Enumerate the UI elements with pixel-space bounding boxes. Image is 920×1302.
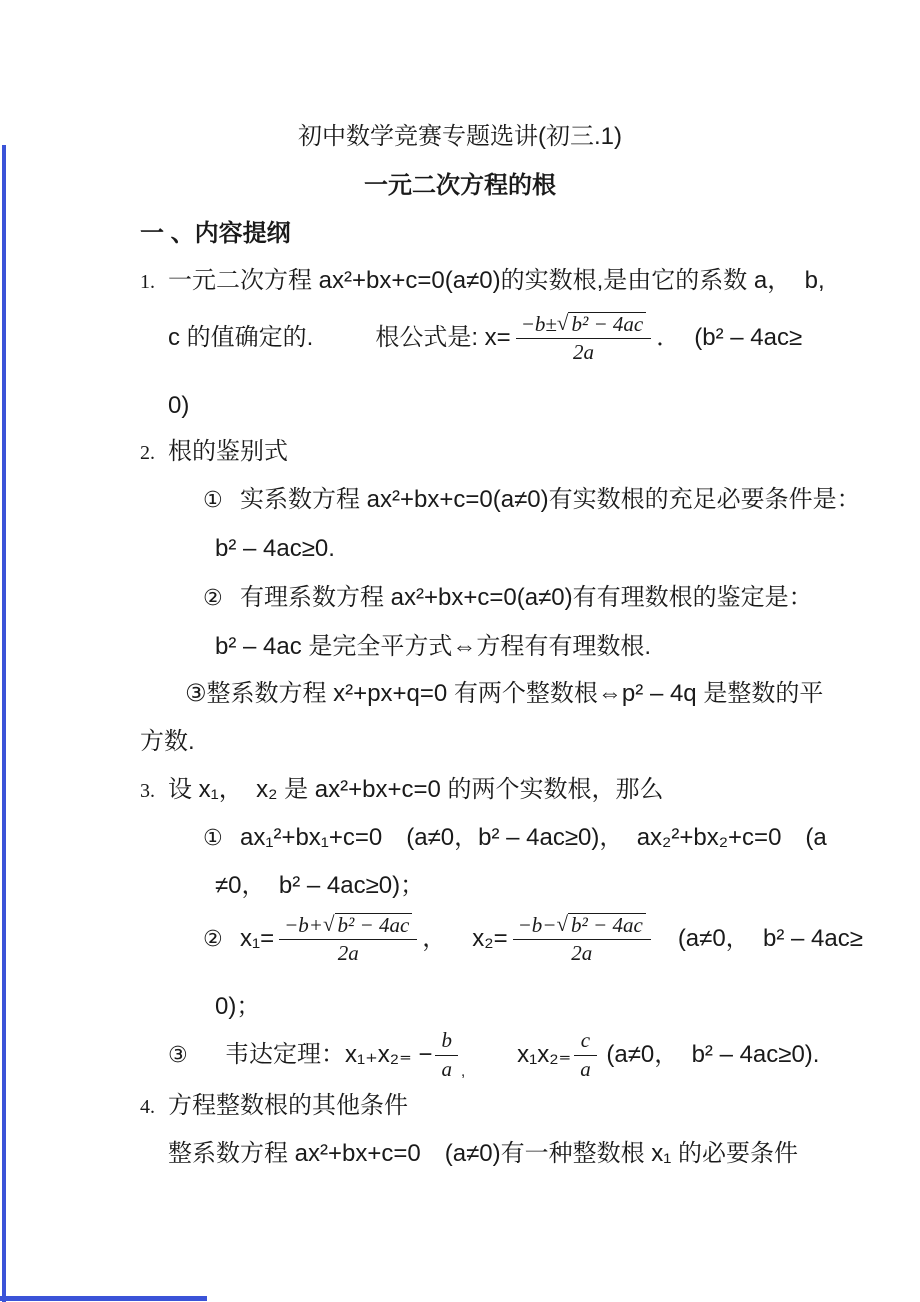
- sqrt-content: b² − 4ac: [568, 312, 646, 336]
- item3-sub3-vieta: [168, 1030, 819, 1080]
- item3-sub1: [203, 824, 827, 852]
- x2-numerator-prefix: −b−: [517, 912, 557, 937]
- circled-1-marker: ①: [203, 487, 223, 512]
- circled-2-marker: ②: [203, 926, 223, 952]
- sqrt-expression: [557, 312, 646, 336]
- item3-sub1-cont: ≠0， b² – 4ac≥0)；: [215, 872, 425, 899]
- item2-title-line: [140, 438, 288, 466]
- formula-numerator-prefix: −b±: [520, 311, 557, 336]
- x1-denominator: 2a: [279, 939, 417, 965]
- item4-body: 整系数方程 ax²+bx+c=0 (a≠0)有一种整数根 x₁ 的必要条件: [168, 1140, 799, 1167]
- sqrt-content: b² − 4ac: [568, 913, 646, 937]
- fraction-separator-comma: ，: [422, 925, 447, 953]
- formula-denominator: 2a: [516, 338, 652, 364]
- vieta-sum-fraction: [435, 1029, 458, 1080]
- item4-number: 4.: [140, 1096, 155, 1118]
- item3-number: 3.: [140, 780, 155, 802]
- vieta-sum-sign: −: [418, 1041, 433, 1069]
- item2-sub1-text: 实系数方程 ax²+bx+c=0(a≠0)有实数根的充足必要条件是：: [240, 486, 861, 513]
- item3-sub1-text: ax₁²+bx₁+c=0 (a≠0，b² – 4ac≥0)， ax₂²+bx₂+c=0 (a: [240, 824, 827, 851]
- left-edge-blue-line: [2, 145, 6, 1302]
- radical-sign: √: [556, 310, 569, 335]
- vieta-product-fraction: [574, 1029, 597, 1080]
- vieta-product-lead: x₁x₂₌: [517, 1041, 572, 1069]
- item4-title-line: [140, 1092, 408, 1120]
- x2-denominator: 2a: [513, 939, 651, 965]
- circled-1-marker: ①: [203, 825, 223, 850]
- vieta-tail: (a≠0， b² – 4ac≥0).: [599, 1041, 820, 1069]
- item1-line2-lead: c 的值确定的.: [168, 324, 314, 352]
- sqrt-expression: [556, 913, 645, 937]
- bottom-edge-blue-line: [0, 1296, 207, 1301]
- circled-2-marker: ②: [203, 585, 223, 610]
- item2-sub2-text: 有理系数方程 ax²+bx+c=0(a≠0)有有理数根的鉴定是：: [240, 584, 813, 611]
- radical-sign: √: [322, 911, 335, 936]
- vieta-sum-denominator: a: [435, 1055, 458, 1081]
- x1-numerator-prefix: −b+: [284, 912, 323, 937]
- item2-sub2-cont: b² – 4ac 是完全平方式⇔方程有有理数根.: [215, 633, 652, 660]
- item2-sub1: [203, 486, 861, 514]
- vieta-product-numerator: c: [580, 1028, 591, 1053]
- item3-sub2-tail: (a≠0， b² – 4ac≥: [677, 925, 863, 953]
- section-heading: 一 、内容提纲: [140, 220, 291, 247]
- item1-line2-tail: (b² – 4ac≥: [694, 324, 803, 352]
- sqrt-expression: [323, 913, 412, 937]
- item1-line1: [140, 267, 825, 295]
- x1-lead: x₁=: [240, 925, 275, 953]
- item1-line2: [168, 308, 802, 368]
- x2-formula-fraction: [513, 913, 651, 965]
- item2-number: 2.: [140, 442, 155, 464]
- item1-line3: 0): [168, 392, 190, 419]
- radical-sign: √: [556, 911, 569, 936]
- item1-line2-label: 根公式是: x=: [375, 324, 511, 352]
- quadratic-formula-fraction: [516, 312, 652, 364]
- doc-title: 初中数学竞赛专题选讲(初三.1): [298, 123, 622, 150]
- item1-line2-period: ．: [656, 324, 681, 352]
- sqrt-content: b² − 4ac: [335, 913, 413, 937]
- doc-subtitle: 一元二次方程的根: [364, 172, 556, 199]
- item3-sub2: [203, 908, 863, 970]
- x2-lead: x₂=: [472, 925, 508, 953]
- item1-number: 1.: [140, 271, 155, 293]
- item2-sub1-cont: b² – 4ac≥0.: [215, 535, 335, 562]
- item3-title-line: [140, 776, 664, 804]
- item4-title: 方程整数根的其他条件: [168, 1092, 408, 1119]
- circled-3-marker: ③: [168, 1042, 188, 1068]
- vieta-sum-lead: x₁₊x₂₌: [345, 1041, 419, 1069]
- vieta-sum-numerator: b: [441, 1028, 452, 1053]
- item3-title: 设 x₁， x₂ 是 ax²+bx+c=0 的两个实数根，那么: [168, 776, 664, 803]
- item2-sub2: [203, 584, 813, 612]
- item3-sub2-cont: 0)；: [215, 993, 261, 1020]
- item2-sub3-cont: 方数.: [140, 728, 195, 755]
- vieta-small-comma: ,: [460, 1062, 466, 1080]
- vieta-label: 韦达定理：: [225, 1041, 345, 1069]
- vieta-product-denominator: a: [574, 1055, 597, 1081]
- item2-title: 根的鉴别式: [168, 438, 288, 465]
- item2-sub3: ③整系数方程 x²+px+q=0 有两个整数根⇔p² – 4q 是整数的平: [185, 680, 824, 707]
- x1-formula-fraction: [279, 913, 417, 965]
- item1-line1-text: 一元二次方程 ax²+bx+c=0(a≠0)的实数根,是由它的系数 a， b,: [168, 267, 825, 294]
